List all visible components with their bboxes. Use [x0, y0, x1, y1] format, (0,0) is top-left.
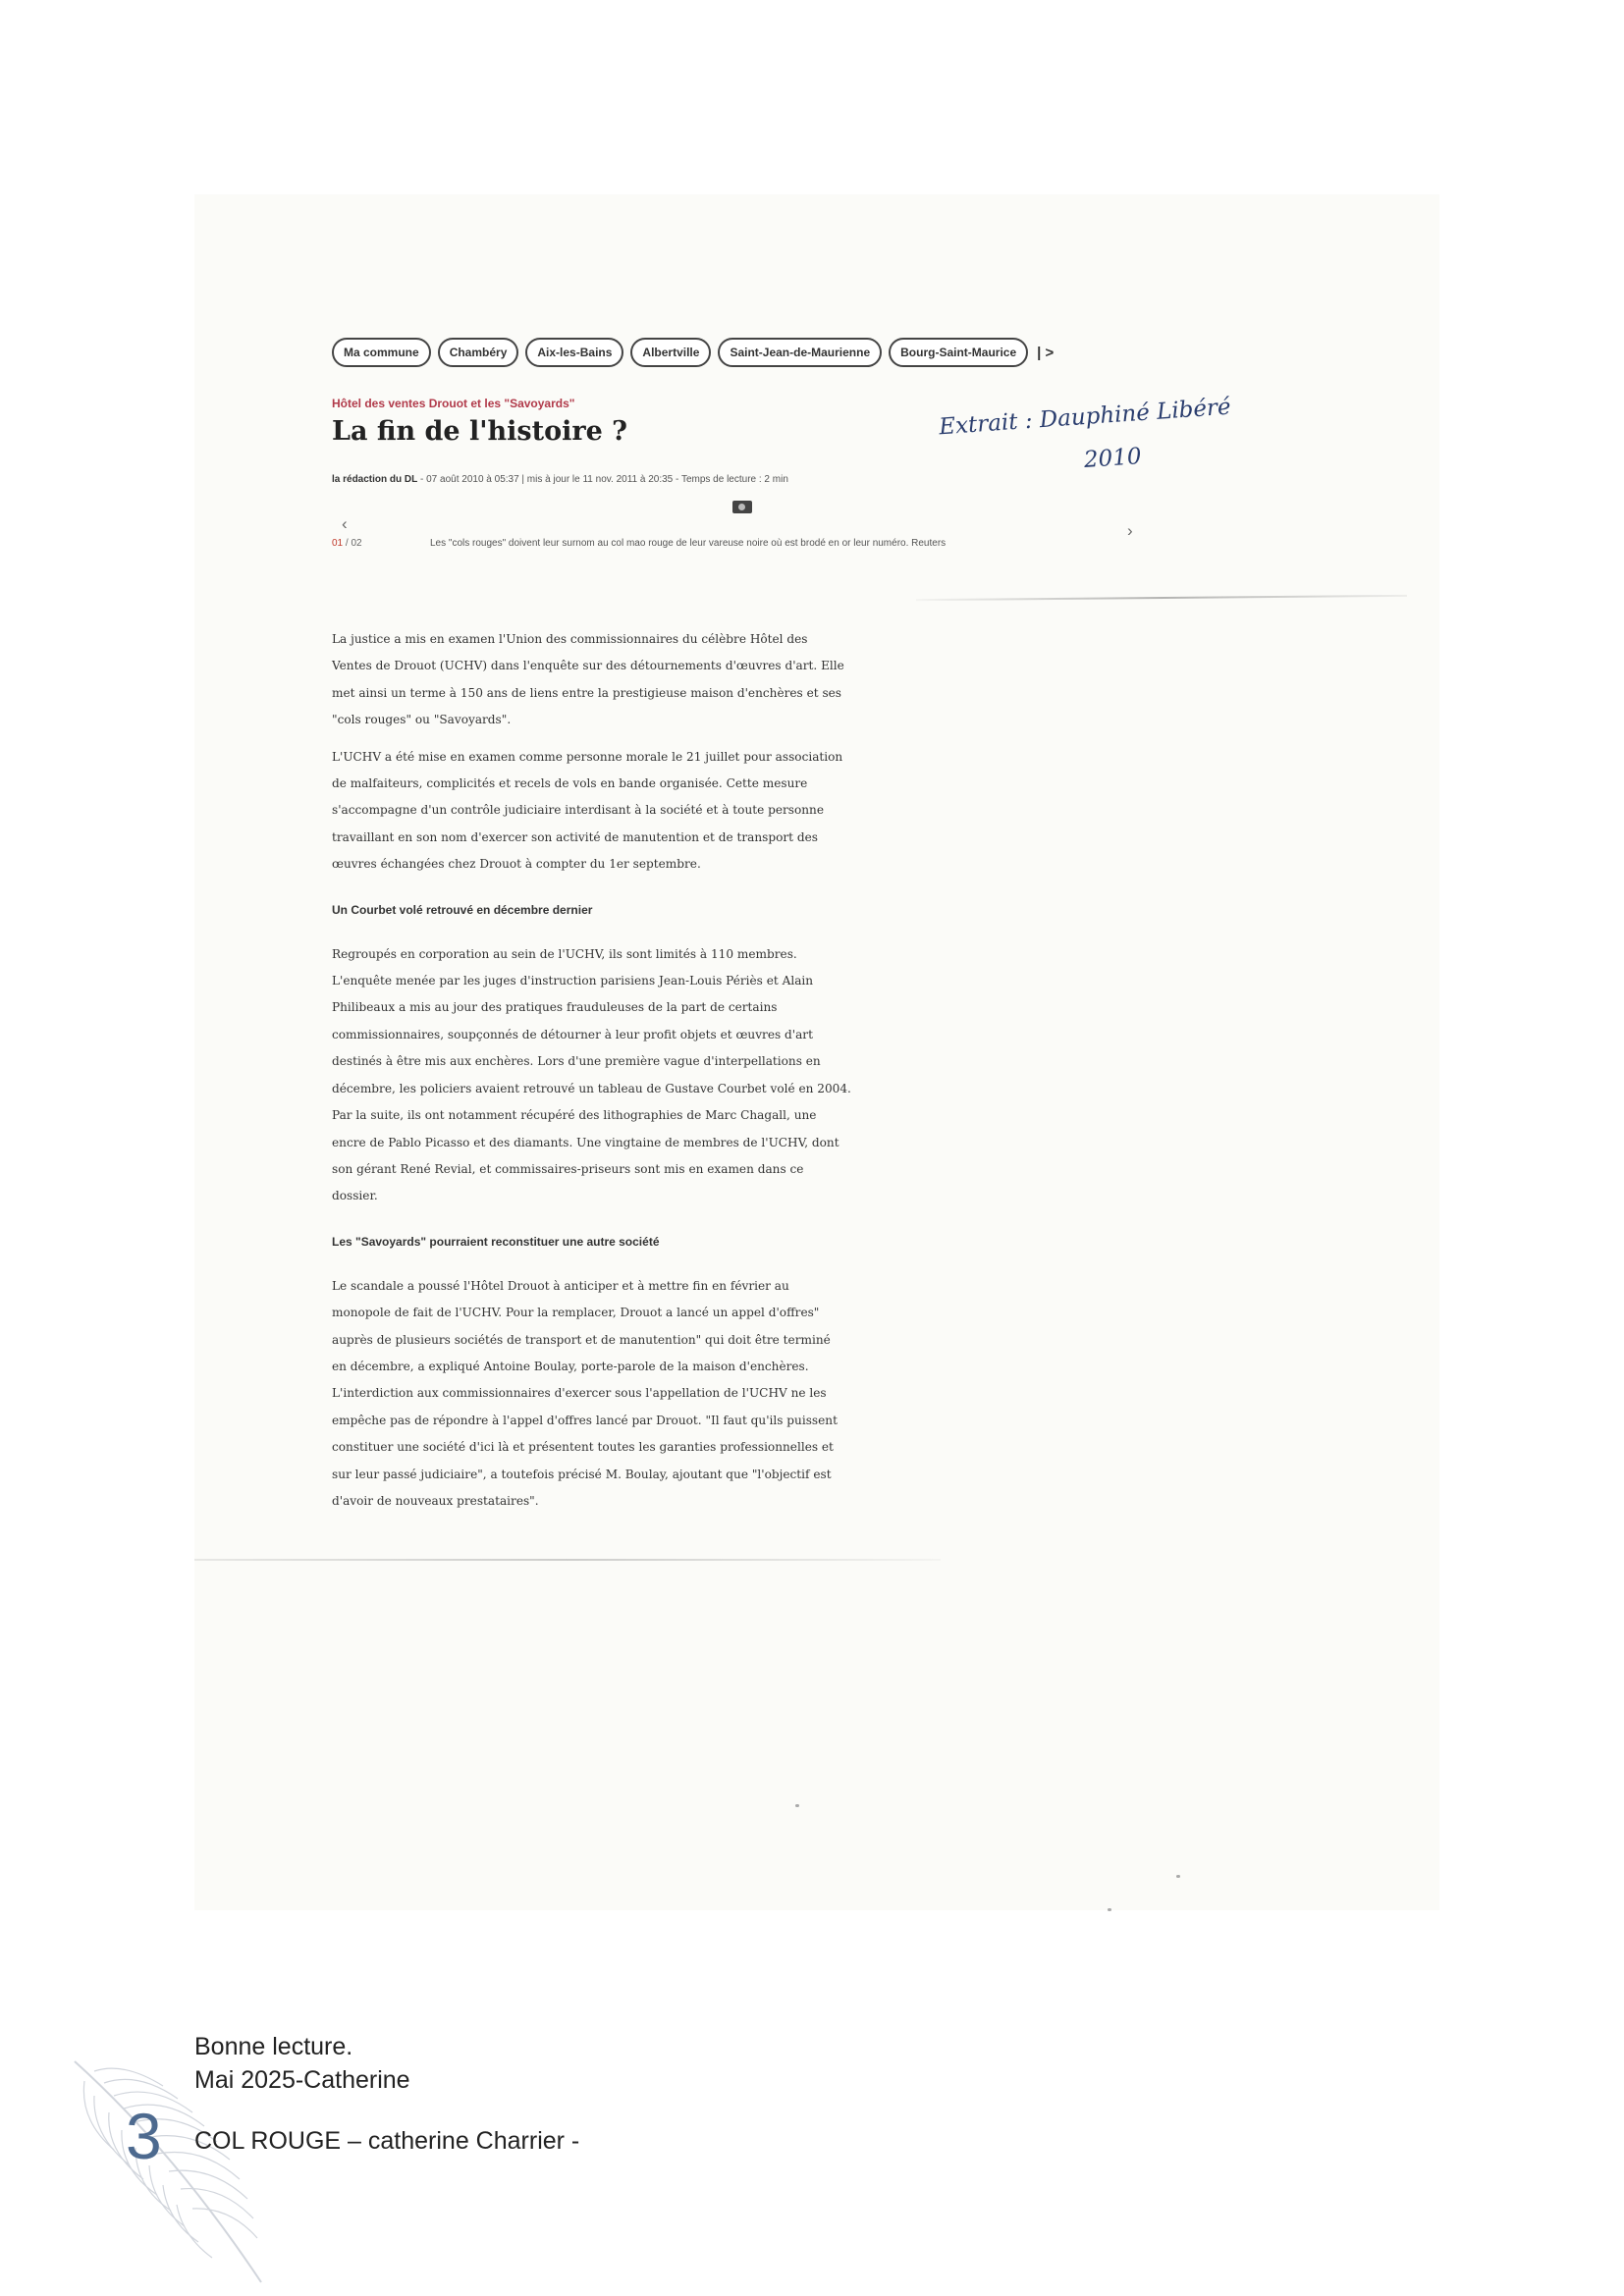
gallery-prev-chevron-icon[interactable]: ‹: [342, 514, 348, 533]
text-line: Philibeaux a mis au jour des pratiques frauduleuses de la part de certains: [332, 1000, 778, 1015]
handwritten-note: [938, 394, 1233, 493]
scan-speck: [1176, 1875, 1180, 1878]
nav-pill-albertville[interactable]: Albertville: [630, 338, 711, 367]
text-line: encre de Pablo Picasso et des diamants. Une vingtaine de membres de l'UCHV, dont: [332, 1135, 839, 1149]
article-kicker: Hôtel des ventes Drouot et les "Savoyards": [332, 397, 575, 410]
text-line: de malfaiteurs, complicités et recels de vols en bande organisée. Cette mesure: [332, 776, 808, 791]
text-line: Ventes de Drouot (UCHV) dans l'enquête sur des détournements d'œuvres d'art. Elle: [332, 659, 844, 673]
nav-pill-aix-les-bains[interactable]: Aix-les-Bains: [525, 338, 623, 367]
nav-pill-chambery[interactable]: Chambéry: [438, 338, 519, 367]
scan-edge-line: [916, 595, 1407, 601]
nav-next-chevron-icon[interactable]: | >: [1037, 344, 1055, 361]
byline-author: la rédaction du DL: [332, 474, 418, 485]
subheading-savoyards: Les "Savoyards" pourraient reconstituer une autre société: [332, 1234, 660, 1249]
scan-speck: [1108, 1908, 1111, 1911]
text-line: en décembre, a expliqué Antoine Boulay, porte-parole de la maison d'enchères.: [332, 1359, 809, 1373]
paragraph-1: [332, 626, 901, 734]
text-line: travaillant en son nom d'exercer son activité de manutention et de transport des: [332, 829, 818, 844]
text-line: d'avoir de nouveaux prestataires".: [332, 1493, 539, 1508]
nav-pill-ma-commune[interactable]: Ma commune: [332, 338, 431, 367]
article-body: [332, 626, 901, 1515]
text-line: L'enquête menée par les juges d'instruction parisiens Jean-Louis Périès et Alain: [332, 974, 814, 988]
text-line: œuvres échangées chez Drouot à compter du 1er septembre.: [332, 857, 701, 872]
text-line: L'UCHV a été mise en examen comme personne morale le 21 juillet pour association: [332, 749, 843, 764]
text-line: dossier.: [332, 1189, 378, 1203]
text-line: monopole de fait de l'UCHV. Pour la remplacer, Drouot a lancé un appel d'offres": [332, 1306, 820, 1320]
camera-icon: [732, 501, 752, 513]
text-line: destinés à être mis aux enchères. Lors d'une première vague d'interpellations en: [332, 1054, 821, 1069]
article-byline: [332, 474, 788, 485]
subheading-courbet: Un Courbet volé retrouvé en décembre dernier: [332, 902, 593, 917]
scanned-clipping: [194, 194, 1439, 1910]
paragraph-3: [332, 941, 901, 1210]
nav-pill-saint-jean-de-maurienne[interactable]: Saint-Jean-de-Maurienne: [718, 338, 882, 367]
handwritten-source: Extrait : Dauphiné Libéré: [938, 394, 1232, 441]
text-line: décembre, les policiers avaient retrouvé un tableau de Gustave Courbet volé en 2004.: [332, 1081, 851, 1095]
nav-pill-bourg-saint-maurice[interactable]: Bourg-Saint-Maurice: [889, 338, 1028, 367]
scan-bottom-line: [194, 1559, 941, 1561]
handwritten-year: 2010: [1083, 443, 1143, 474]
text-line: s'accompagne d'un contrôle judiciaire interdisant à la société et à toute personne: [332, 803, 824, 818]
text-line: Par la suite, ils ont notamment récupéré des lithographies de Marc Chagall, une: [332, 1108, 817, 1123]
footer-greeting: Bonne lecture.: [194, 2033, 353, 2060]
gallery-current: 01: [332, 538, 344, 549]
page-footer: [194, 2030, 579, 2158]
gallery-next-chevron-icon[interactable]: ›: [1127, 521, 1133, 540]
text-line: Le scandale a poussé l'Hôtel Drouot à anticiper et à mettre fin en février au: [332, 1278, 789, 1293]
commune-nav: [332, 338, 1054, 367]
text-line: commissionnaires, soupçonnés de détourner à leur profit objets et œuvres d'art: [332, 1027, 813, 1041]
paragraph-2: [332, 744, 901, 879]
article-title: La fin de l'histoire ?: [332, 416, 627, 447]
text-line: Regroupés en corporation au sein de l'UCHV, ils sont limités à 110 membres.: [332, 946, 797, 961]
text-line: La justice a mis en examen l'Union des commissionnaires du célèbre Hôtel des: [332, 632, 808, 646]
gallery-total: / 02: [345, 538, 362, 549]
text-line: constituer une société d'ici là et présentent toutes les garanties professionnelles et: [332, 1440, 834, 1455]
page-number: 3: [126, 2100, 162, 2172]
text-line: empêche pas de répondre à l'appel d'offres lancé par Drouot. "Il faut qu'ils puissent: [332, 1413, 838, 1427]
footer-date-author: Mai 2025-Catherine: [194, 2066, 410, 2094]
text-line: "cols rouges" ou "Savoyards".: [332, 713, 512, 727]
scan-speck: [795, 1804, 799, 1807]
text-line: sur leur passé judiciaire", a toutefois précisé M. Boulay, ajoutant que "l'objectif est: [332, 1467, 832, 1481]
text-line: L'interdiction aux commissionnaires d'exercer sous l'appellation de l'UCHV ne les: [332, 1386, 827, 1401]
text-line: met ainsi un terme à 150 ans de liens entre la prestigieuse maison d'enchères et ses: [332, 685, 842, 700]
footer-document-title: COL ROUGE – catherine Charrier -: [194, 2127, 580, 2155]
gallery-caption: Les "cols rouges" doivent leur surnom au col mao rouge de leur vareuse noire où est brodé en or leur numéro. Reuters: [430, 538, 947, 549]
byline-dates: - 07 août 2010 à 05:37 | mis à jour le 11 nov. 2011 à 20:35 - Temps de lecture : 2 min: [417, 474, 788, 485]
gallery-counter: [332, 538, 362, 549]
paragraph-4: [332, 1273, 901, 1516]
text-line: auprès de plusieurs sociétés de transport et de manutention" qui doit être terminé: [332, 1332, 831, 1347]
text-line: son gérant René Revial, et commissaires-priseurs sont mis en examen dans ce: [332, 1161, 804, 1176]
